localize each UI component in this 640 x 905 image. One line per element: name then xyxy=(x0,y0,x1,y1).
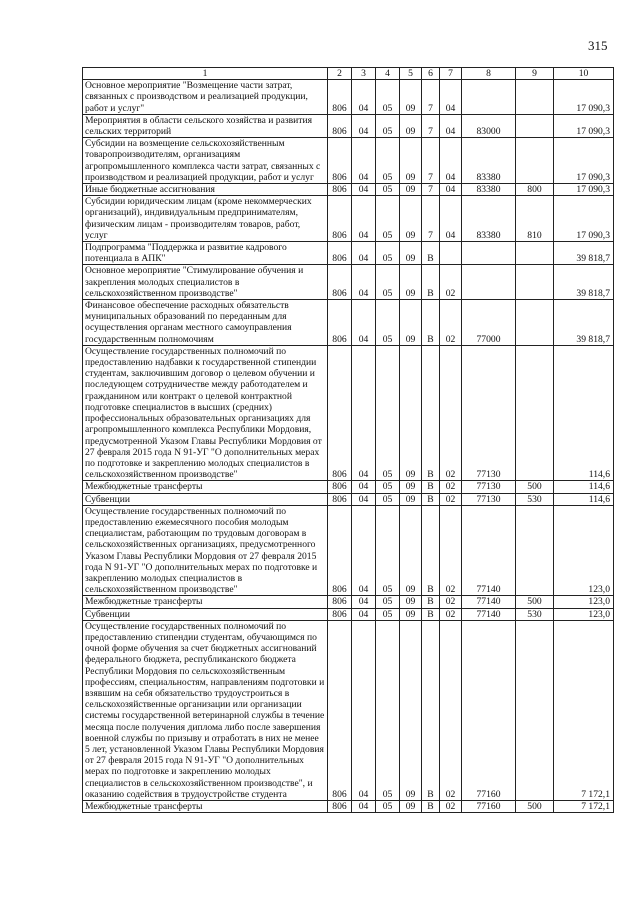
subprogram-code: В xyxy=(422,265,440,300)
expense-type-code xyxy=(516,620,554,800)
amount: 39 818,7 xyxy=(554,300,614,346)
section-code: 04 xyxy=(352,138,376,184)
row-description: Субвенции xyxy=(83,608,328,620)
chapter-code: 806 xyxy=(328,184,352,196)
chapter-code: 806 xyxy=(328,608,352,620)
table-row xyxy=(83,493,614,505)
expense-type-code xyxy=(516,114,554,137)
subprogram-code: В xyxy=(422,481,440,493)
amount: 17 090,3 xyxy=(554,196,614,242)
row-description: Иные бюджетные ассигнования xyxy=(83,184,328,196)
expense-type-code xyxy=(516,138,554,184)
table-row xyxy=(83,184,614,196)
subsection-code: 05 xyxy=(376,196,400,242)
program-code: 09 xyxy=(400,196,422,242)
expense-type-code xyxy=(516,242,554,265)
subprogram-code: В xyxy=(422,300,440,346)
row-description: Подпрограмма "Поддержка и развитие кадрового потенциала в АПК" xyxy=(83,242,328,265)
subprogram-code: В xyxy=(422,801,440,813)
direction-code: 77000 xyxy=(462,300,516,346)
subprogram-code: В xyxy=(422,620,440,800)
subprogram-code: В xyxy=(422,608,440,620)
amount: 17 090,3 xyxy=(554,138,614,184)
event-code: 02 xyxy=(440,345,462,480)
table-row xyxy=(83,505,614,596)
chapter-code: 806 xyxy=(328,242,352,265)
program-code: 09 xyxy=(400,481,422,493)
section-code: 04 xyxy=(352,114,376,137)
expense-type-code xyxy=(516,265,554,300)
expense-type-code xyxy=(516,300,554,346)
amount: 7 172,1 xyxy=(554,801,614,813)
direction-code: 83380 xyxy=(462,196,516,242)
chapter-code: 806 xyxy=(328,265,352,300)
section-code: 04 xyxy=(352,596,376,608)
subprogram-code: 7 xyxy=(422,184,440,196)
row-description: Мероприятия в области сельского хозяйства и развития сельских территорий xyxy=(83,114,328,137)
amount: 39 818,7 xyxy=(554,265,614,300)
subsection-code: 05 xyxy=(376,801,400,813)
expense-type-code: 500 xyxy=(516,596,554,608)
table-row xyxy=(83,300,614,346)
subsection-code: 05 xyxy=(376,184,400,196)
direction-code: 77160 xyxy=(462,801,516,813)
section-code: 04 xyxy=(352,265,376,300)
chapter-code: 806 xyxy=(328,138,352,184)
program-code: 09 xyxy=(400,114,422,137)
program-code: 09 xyxy=(400,801,422,813)
direction-code: 77130 xyxy=(462,481,516,493)
chapter-code: 806 xyxy=(328,345,352,480)
row-description: Межбюджетные трансферты xyxy=(83,481,328,493)
row-description: Межбюджетные трансферты xyxy=(83,801,328,813)
event-code: 02 xyxy=(440,505,462,596)
program-code: 09 xyxy=(400,505,422,596)
direction-code: 77130 xyxy=(462,493,516,505)
subprogram-code: В xyxy=(422,242,440,265)
program-code: 09 xyxy=(400,265,422,300)
direction-code: 77130 xyxy=(462,345,516,480)
table-row xyxy=(83,596,614,608)
section-code: 04 xyxy=(352,345,376,480)
event-code: 04 xyxy=(440,138,462,184)
table-row xyxy=(83,114,614,137)
table-row xyxy=(83,196,614,242)
subsection-code: 05 xyxy=(376,80,400,115)
section-code: 04 xyxy=(352,300,376,346)
subsection-code: 05 xyxy=(376,481,400,493)
chapter-code: 806 xyxy=(328,493,352,505)
column-header: 9 xyxy=(516,68,554,80)
amount: 123,0 xyxy=(554,505,614,596)
direction-code: 77140 xyxy=(462,505,516,596)
subprogram-code: В xyxy=(422,493,440,505)
table-row xyxy=(83,138,614,184)
subprogram-code: 7 xyxy=(422,196,440,242)
event-code xyxy=(440,242,462,265)
expense-type-code: 530 xyxy=(516,608,554,620)
section-code: 04 xyxy=(352,196,376,242)
row-description: Финансовое обеспечение расходных обязательств муниципальных образований по переданным для осуществления органам местного самоуправления государственным полномочиям xyxy=(83,300,328,346)
event-code: 04 xyxy=(440,80,462,115)
chapter-code: 806 xyxy=(328,481,352,493)
table-row xyxy=(83,242,614,265)
table-row xyxy=(83,608,614,620)
program-code: 09 xyxy=(400,184,422,196)
subsection-code: 05 xyxy=(376,114,400,137)
program-code: 09 xyxy=(400,138,422,184)
subsection-code: 05 xyxy=(376,608,400,620)
chapter-code: 806 xyxy=(328,80,352,115)
row-description: Субсидии юридическим лицам (кроме некоммерческих организаций), индивидуальным предпринимателям, физическим лицам - производителям товаров, работ, услуг xyxy=(83,196,328,242)
column-header: 2 xyxy=(328,68,352,80)
chapter-code: 806 xyxy=(328,505,352,596)
expense-type-code: 530 xyxy=(516,493,554,505)
program-code: 09 xyxy=(400,596,422,608)
subprogram-code: 7 xyxy=(422,114,440,137)
row-description: Субвенции xyxy=(83,493,328,505)
program-code: 09 xyxy=(400,80,422,115)
section-code: 04 xyxy=(352,80,376,115)
expense-type-code xyxy=(516,80,554,115)
subsection-code: 05 xyxy=(376,138,400,184)
subsection-code: 05 xyxy=(376,493,400,505)
table-row xyxy=(83,265,614,300)
event-code: 04 xyxy=(440,114,462,137)
column-header: 7 xyxy=(440,68,462,80)
event-code: 02 xyxy=(440,596,462,608)
table-row xyxy=(83,620,614,800)
program-code: 09 xyxy=(400,242,422,265)
section-code: 04 xyxy=(352,493,376,505)
column-header: 1 xyxy=(83,68,328,80)
direction-code: 77140 xyxy=(462,608,516,620)
column-header: 8 xyxy=(462,68,516,80)
section-code: 04 xyxy=(352,801,376,813)
row-description: Осуществление государственных полномочий по предоставлению стипендии студентам, обучающимся по очной форме обучения за счет бюджетных ассигнований федерального бюджета, республиканского бюджета Республики Мордовия по сельскохозяйственным профессиям, специальностям, направлениям подготовки и взявшим на себя обязательство трудоустроиться в сельскохозяйственные организации или организации системы государственной ветеринарной службы в течение месяца после получения диплома либо после завершения военной службы по призыву и отработать в них не менее 5 лет, установленной Указом Главы Республики Мордовия от 27 февраля 2015 года N 91-УГ "О дополнительных мерах по подготовке и закреплению молодых специалистов в сельскохозяйственном производстве", и оказанию содействия в трудоустройстве студента xyxy=(83,620,328,800)
event-code: 04 xyxy=(440,184,462,196)
amount: 17 090,3 xyxy=(554,114,614,137)
direction-code xyxy=(462,80,516,115)
subsection-code: 05 xyxy=(376,265,400,300)
direction-code: 83380 xyxy=(462,138,516,184)
subprogram-code: 7 xyxy=(422,138,440,184)
expense-type-code: 500 xyxy=(516,481,554,493)
event-code: 02 xyxy=(440,265,462,300)
section-code: 04 xyxy=(352,620,376,800)
direction-code: 83000 xyxy=(462,114,516,137)
section-code: 04 xyxy=(352,242,376,265)
column-header: 6 xyxy=(422,68,440,80)
subprogram-code: В xyxy=(422,345,440,480)
event-code: 02 xyxy=(440,801,462,813)
chapter-code: 806 xyxy=(328,801,352,813)
row-description: Основное мероприятие "Возмещение части затрат, связанных с производством и реализацией продукции, работ и услуг" xyxy=(83,80,328,115)
program-code: 09 xyxy=(400,345,422,480)
amount: 114,6 xyxy=(554,345,614,480)
chapter-code: 806 xyxy=(328,620,352,800)
expense-type-code: 500 xyxy=(516,801,554,813)
expense-type-code: 800 xyxy=(516,184,554,196)
subsection-code: 05 xyxy=(376,620,400,800)
subsection-code: 05 xyxy=(376,345,400,480)
budget-table xyxy=(82,67,614,813)
direction-code: 83380 xyxy=(462,184,516,196)
direction-code xyxy=(462,265,516,300)
table-row xyxy=(83,80,614,115)
subprogram-code: 7 xyxy=(422,80,440,115)
chapter-code: 806 xyxy=(328,114,352,137)
section-code: 04 xyxy=(352,184,376,196)
event-code: 02 xyxy=(440,300,462,346)
program-code: 09 xyxy=(400,620,422,800)
table-row xyxy=(83,481,614,493)
section-code: 04 xyxy=(352,608,376,620)
expense-type-code xyxy=(516,345,554,480)
program-code: 09 xyxy=(400,300,422,346)
amount: 114,6 xyxy=(554,481,614,493)
program-code: 09 xyxy=(400,493,422,505)
event-code: 02 xyxy=(440,608,462,620)
event-code: 02 xyxy=(440,481,462,493)
subsection-code: 05 xyxy=(376,596,400,608)
amount: 114,6 xyxy=(554,493,614,505)
table-row xyxy=(83,801,614,813)
amount: 39 818,7 xyxy=(554,242,614,265)
direction-code: 77160 xyxy=(462,620,516,800)
column-header: 4 xyxy=(376,68,400,80)
section-code: 04 xyxy=(352,481,376,493)
row-description: Субсидии на возмещение сельскохозяйственным товаропроизводителям, организациям агропромышленного комплекса части затрат, связанных с производством и реализацией продукции, работ и услуг xyxy=(83,138,328,184)
chapter-code: 806 xyxy=(328,300,352,346)
direction-code: 77140 xyxy=(462,596,516,608)
expense-type-code: 810 xyxy=(516,196,554,242)
chapter-code: 806 xyxy=(328,196,352,242)
subsection-code: 05 xyxy=(376,242,400,265)
row-description: Осуществление государственных полномочий по предоставлению ежемесячного пособия молодым специалистам, работающим по трудовым договорам в сельскохозяйственных организациях, предусмотренного Указом Главы Республики Мордовия от 27 февраля 2015 года N 91-УГ "О дополнительных мерах по подготовке и закреплению молодых специалистов в сельскохозяйственном производстве" xyxy=(83,505,328,596)
event-code: 02 xyxy=(440,493,462,505)
program-code: 09 xyxy=(400,608,422,620)
column-header: 3 xyxy=(352,68,376,80)
row-description: Осуществление государственных полномочий по предоставлению надбавки к государственной стипендии студентам, заключившим договор о целевом обучении и последующем сотрудничестве между работодателем и гражданином или контракт о целевой контрактной подготовке специалистов в высших (средних) профессиональных образовательных организациях для агропромышленного комплекса Республики Мордовия, предусмотренной Указом Главы Республики Мордовия от 27 февраля 2015 года N 91-УГ "О дополнительных мерах по подготовке и закреплению молодых специалистов в сельскохозяйственном производстве" xyxy=(83,345,328,480)
direction-code xyxy=(462,242,516,265)
subprogram-code: В xyxy=(422,596,440,608)
amount: 7 172,1 xyxy=(554,620,614,800)
section-code: 04 xyxy=(352,505,376,596)
row-description: Межбюджетные трансферты xyxy=(83,596,328,608)
subsection-code: 05 xyxy=(376,300,400,346)
header-row xyxy=(83,68,614,80)
amount: 17 090,3 xyxy=(554,184,614,196)
subsection-code: 05 xyxy=(376,505,400,596)
amount: 123,0 xyxy=(554,596,614,608)
column-header: 5 xyxy=(400,68,422,80)
event-code: 04 xyxy=(440,196,462,242)
table-row xyxy=(83,345,614,480)
row-description: Основное мероприятие "Стимулирование обучения и закрепления молодых специалистов в сельскохозяйственном производстве" xyxy=(83,265,328,300)
amount: 17 090,3 xyxy=(554,80,614,115)
subprogram-code: В xyxy=(422,505,440,596)
chapter-code: 806 xyxy=(328,596,352,608)
column-header: 10 xyxy=(554,68,614,80)
expense-type-code xyxy=(516,505,554,596)
event-code: 02 xyxy=(440,620,462,800)
page-number: 315 xyxy=(588,38,608,53)
amount: 123,0 xyxy=(554,608,614,620)
